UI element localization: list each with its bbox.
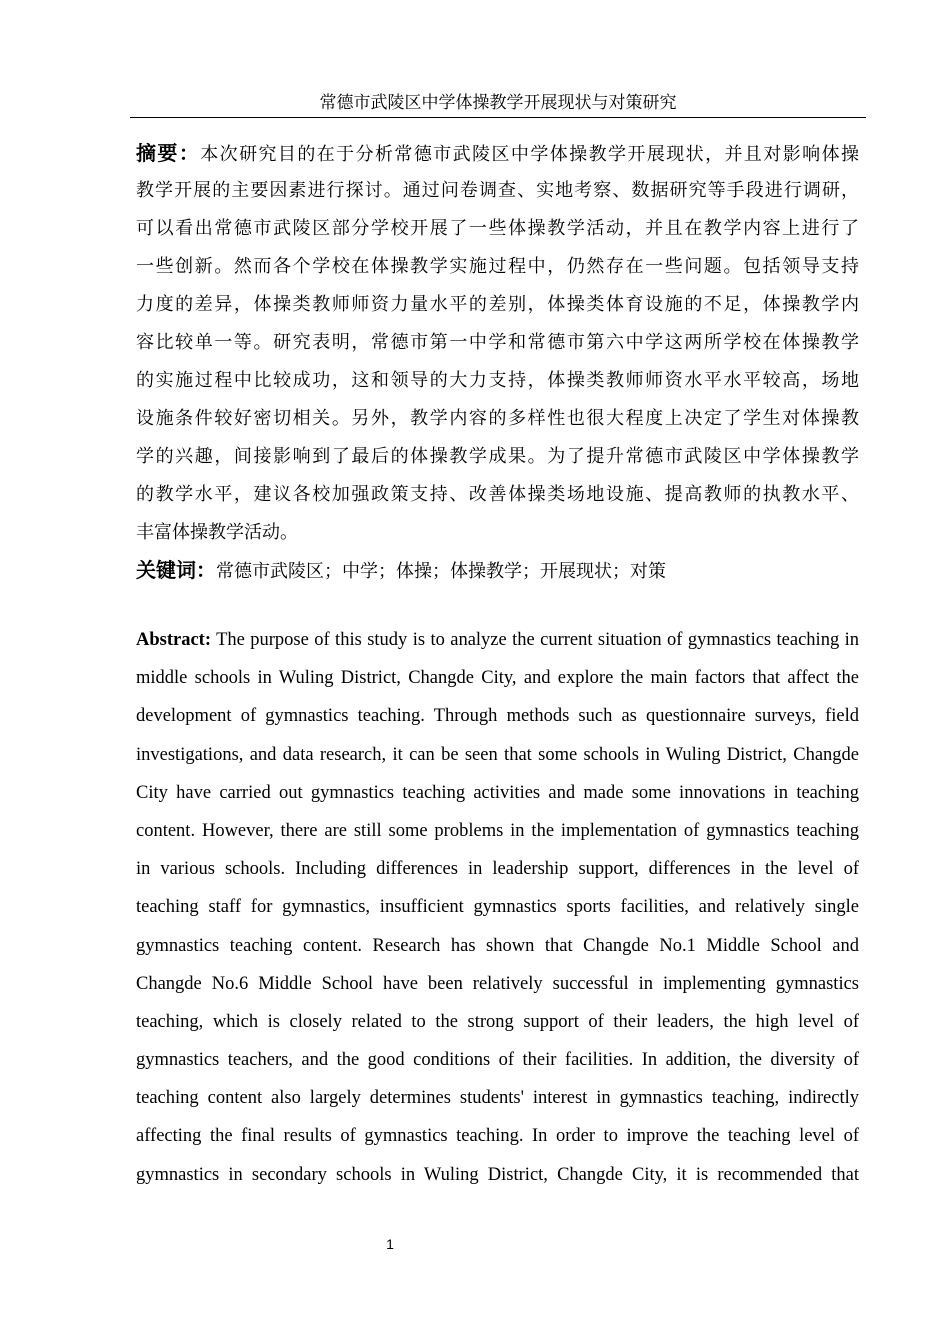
abstract-line: teaching content also largely determines students' interest in gymnastics teaching, indirectly: [136, 1088, 859, 1109]
abstract-line: gymnastics teachers, and the good conditions of their facilities. In addition, the diversity of: [136, 1050, 859, 1071]
abstract-line: 学的兴趣，间接影响到了最后的体操教学成果。为了提升常德市武陵区中学体操教学: [136, 446, 859, 467]
abstract-label: 摘要：: [136, 141, 201, 165]
abstract-line: investigations, and data research, it can be seen that some schools in Wuling District, Changde: [136, 744, 859, 765]
abstract-line: 一些创新。然而各个学校在体操教学实施过程中，仍然存在一些问题。包括领导支持: [136, 256, 859, 277]
english-abstract: [136, 621, 859, 1194]
abstract-line: [136, 134, 859, 172]
page-number: 1: [386, 1236, 394, 1252]
abstract-line: Changde No.6 Middle School have been relatively successful in implementing gymnastics: [136, 973, 859, 994]
abstract-text: The purpose of this study is to analyze the current situation of gymnastics teaching in: [211, 630, 859, 650]
abstract-en-label: Abstract:: [136, 630, 212, 650]
abstract-line: affecting the final results of gymnastics teaching. In order to improve the teaching level of: [136, 1126, 859, 1147]
abstract-line: 可以看出常德市武陵区部分学校开展了一些体操教学活动，并且在教学内容上进行了: [136, 218, 859, 239]
chinese-abstract: [136, 134, 859, 552]
abstract-line: teaching staff for gymnastics, insufficient gymnastics sports facilities, and relatively single: [136, 897, 859, 918]
abstract-line: development of gymnastics teaching. Through methods such as questionnaire surveys, field: [136, 706, 859, 727]
chinese-keywords: [136, 551, 666, 591]
abstract-line: City have carried out gymnastics teaching activities and made some innovations in teaching: [136, 782, 859, 803]
page-header-title: 常德市武陵区中学体操教学开展现状与对策研究: [130, 90, 866, 118]
abstract-line: 的实施过程中比较成功，这和领导的大力支持，体操类教师师资水平水平较高，场地: [136, 370, 859, 391]
abstract-line: gymnastics teaching content. Research has shown that Changde No.1 Middle School and: [136, 935, 859, 956]
abstract-line: 的教学水平，建议各校加强政策支持、改善体操类场地设施、提高教师的执教水平、: [136, 484, 859, 505]
abstract-line: 力度的差异，体操类教师师资力量水平的差别，体操类体育设施的不足，体操教学内: [136, 294, 859, 315]
abstract-line: content. However, there are still some problems in the implementation of gymnastics teaching: [136, 820, 859, 841]
abstract-line: 丰富体操教学活动。: [136, 522, 298, 543]
abstract-line: middle schools in Wuling District, Changde City, and explore the main factors that affect the: [136, 668, 859, 689]
abstract-line: [136, 621, 859, 659]
abstract-line: 设施条件较好密切相关。另外，教学内容的多样性也很大程度上决定了学生对体操教: [136, 408, 859, 429]
abstract-text: 本次研究目的在于分析常德市武陵区中学体操教学开展现状，并且对影响体操: [200, 144, 859, 165]
abstract-line: gymnastics in secondary schools in Wuling District, Changde City, it is recommended that: [136, 1164, 859, 1185]
abstract-line: 教学开展的主要因素进行探讨。通过问卷调查、实地考察、数据研究等手段进行调研，: [136, 180, 859, 201]
abstract-line: 容比较单一等。研究表明，常德市第一中学和常德市第六中学这两所学校在体操教学: [136, 332, 859, 353]
abstract-line: teaching, which is closely related to the strong support of their leaders, the high level of: [136, 1011, 859, 1032]
keywords-label: 关键词：: [136, 558, 216, 582]
keywords-text: 常德市武陵区；中学；体操；体操教学；开展现状；对策: [216, 561, 666, 582]
abstract-line: in various schools. Including differences in leadership support, differences in the level of: [136, 859, 859, 880]
